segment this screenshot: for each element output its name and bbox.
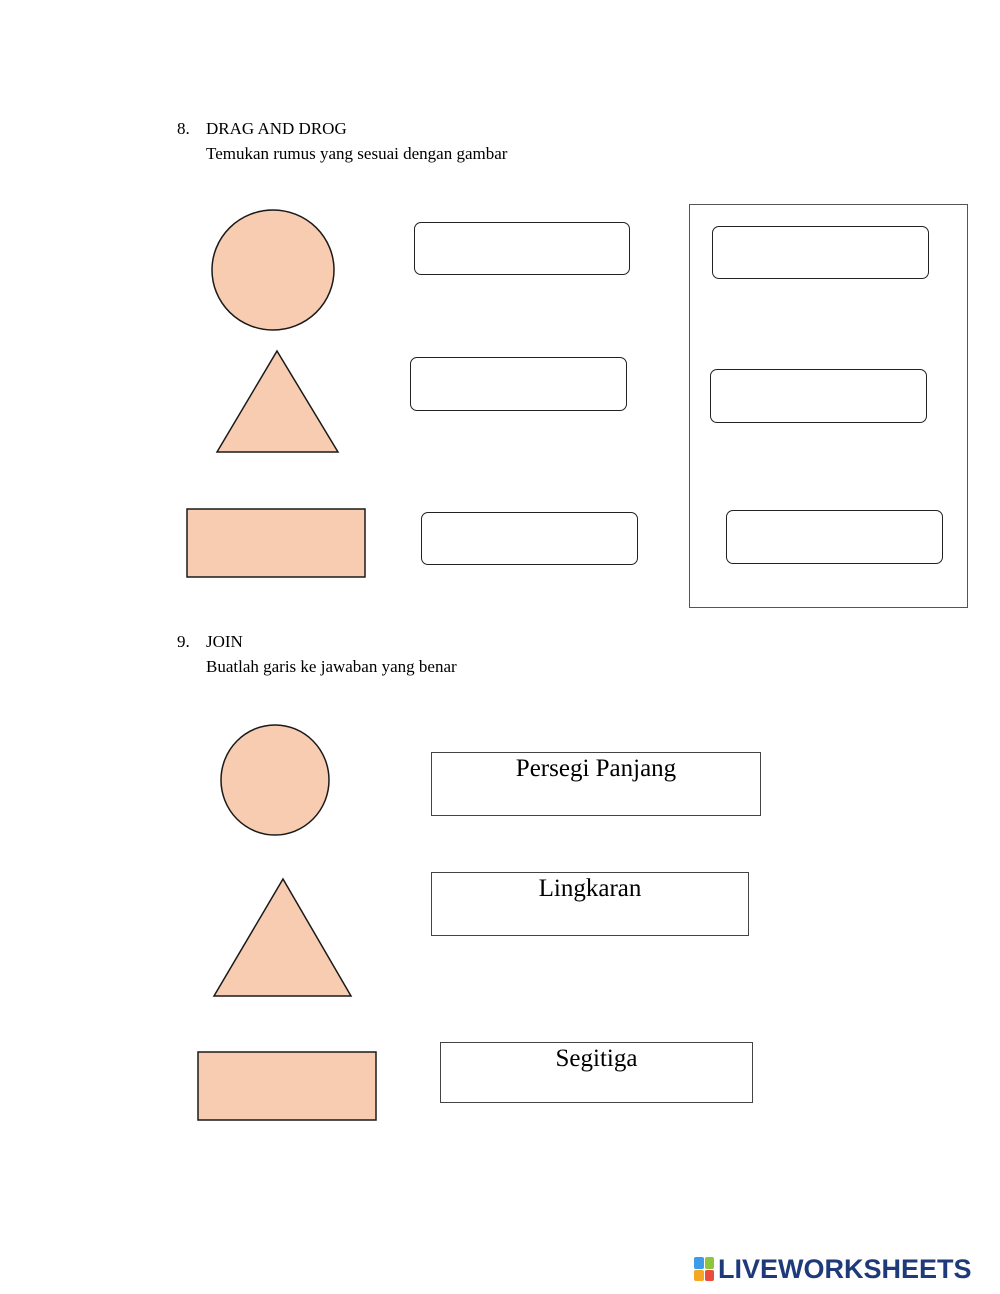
question-8-instruction: Temukan rumus yang sesuai dengan gambar xyxy=(206,144,508,163)
draggable-item-2[interactable] xyxy=(710,369,927,423)
drop-target-rectangle[interactable] xyxy=(421,512,638,565)
question-8-number: 8. xyxy=(177,119,190,138)
drop-target-circle[interactable] xyxy=(414,222,630,275)
circle-shape xyxy=(210,208,336,332)
question-8-title: DRAG AND DROG xyxy=(206,119,347,138)
draggable-item-1[interactable] xyxy=(712,226,929,279)
question-9-number: 9. xyxy=(177,632,190,651)
answer-persegi-panjang[interactable]: Persegi Panjang xyxy=(431,752,761,816)
answer-segitiga[interactable]: Segitiga xyxy=(440,1042,753,1103)
liveworksheets-logo xyxy=(694,1252,972,1286)
join-rectangle-shape[interactable] xyxy=(197,1051,379,1123)
question-9-title: JOIN xyxy=(206,632,243,651)
drop-target-triangle[interactable] xyxy=(410,357,627,411)
liveworksheets-logo-icon xyxy=(694,1257,714,1281)
answer-lingkaran[interactable]: Lingkaran xyxy=(431,872,749,936)
question-9-instruction: Buatlah garis ke jawaban yang benar xyxy=(206,657,457,676)
triangle-shape xyxy=(215,349,341,455)
rectangle-shape xyxy=(186,508,368,580)
join-triangle-shape[interactable] xyxy=(212,877,354,999)
draggable-item-3[interactable] xyxy=(726,510,943,564)
join-circle-shape[interactable] xyxy=(219,723,331,837)
liveworksheets-logo-text: LIVEWORKSHEETS xyxy=(718,1253,972,1284)
